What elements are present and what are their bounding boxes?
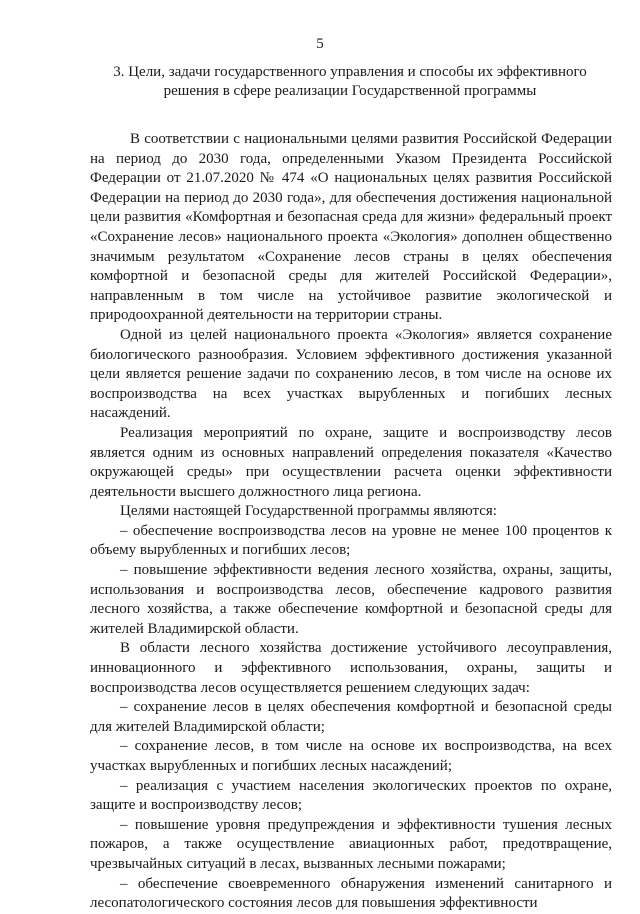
section-title: 3. Цели, задачи государственного управления и способы их эффективного решения в сфере реализации Государственной программы xyxy=(113,64,587,99)
task-list-item: – сохранение лесов, в том числе на основе их воспроизводства, на всех участках вырубленных и погибших лесных насаждений; xyxy=(90,738,612,774)
goal-list-item: – обеспечение воспроизводства лесов на уровне не менее 100 процентов к объему вырубленных и погибших лесов; xyxy=(90,522,612,559)
task-list-item: – сохранение лесов в целях обеспечения комфортной и безопасной среды для жителей Владимирской области; xyxy=(90,699,612,735)
goal-list-item: – повышение эффективности ведения лесного хозяйства, охраны, защиты, использования и воспроизводства лесов, обеспечение кадрового развития лесного хозяйства, а также обеспечение комфортной и безопасной среды для жителей Владимирской области. xyxy=(90,562,612,637)
paragraph-tasks-intro: В области лесного хозяйства достижение устойчивого лесоуправления, инновационного и эффективного использования, охраны, защиты и воспроизводства лесов осуществляется решением следующих задач: xyxy=(90,640,612,696)
task-list-item: – обеспечение своевременного обнаружения изменений санитарного и лесопатологического состояния лесов для повышения эффективности xyxy=(90,875,612,912)
paragraph-goals-heading: Целями настоящей Государственной программы являются: xyxy=(120,503,497,520)
document-body xyxy=(90,130,612,914)
task-list-item: – реализация с участием населения экологических проектов по охране, защите и воспроизводству лесов; xyxy=(90,777,612,814)
paragraph-ecology-goal: Одной из целей национального проекта «Экология» является сохранение биологического разнообразия. Условием эффективного достижения указанной цели является решение задачи по сохранению лесов, в том числе на основе их воспроизводства на всех участках вырубленных и погибших лесных насаждений. xyxy=(90,326,612,422)
paragraph-intro: В соответствии с национальными целями развития Российской Федерации на период до 2030 года, определенными Указом Президента Российской Федерации от 21.07.2020 № 474 «О национальных целях развития Российской Федерации на период до 2030 года», для обеспечения достижения национальной цели развития «Комфортная и безопасная среда для жизни» федеральный проект «Сохранение лесов» национального проекта «Экология» дополнен общественно значимым результатом «Сохранение лесов страны в целях обеспечения комфортной и безопасной среды для жителей Российской Федерации», направленным в том числе на устойчивое развитие экологической и природоохранной деятельности на территории страны. xyxy=(90,131,612,324)
page-number: 5 xyxy=(316,36,324,52)
task-list-item: – повышение уровня предупреждения и эффективности тушения лесных пожаров, а также осуществление авиационных работ, предотвращение, чрезвычайных ситуаций в лесах, вызванных лесными пожарами; xyxy=(90,816,612,872)
paragraph-environment-quality: Реализация мероприятий по охране, защите и воспроизводству лесов является одним из основных направлений определения показателя «Качество окружающей среды» при осуществлении расчета оценки эффективности деятельности высшего должностного лица региона. xyxy=(90,424,612,500)
